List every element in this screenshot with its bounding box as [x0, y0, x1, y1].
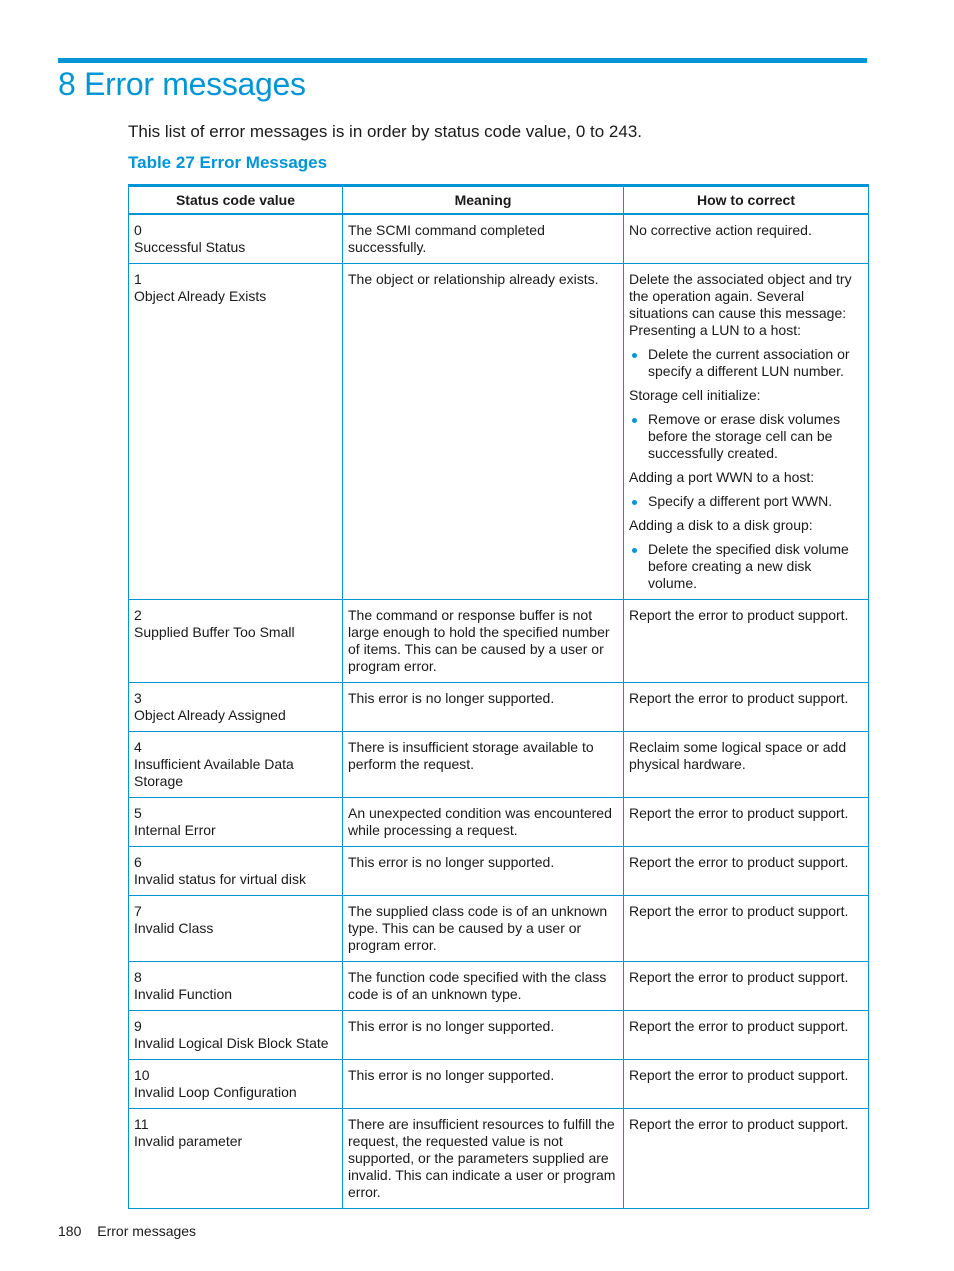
fix-cell: Report the error to product support. [624, 1011, 869, 1060]
fix-section-heading: Adding a port WWN to a host: [629, 469, 815, 485]
table-row [129, 214, 869, 264]
fix-cell: Report the error to product support. [624, 896, 869, 962]
status-name: Invalid Loop Configuration [134, 1084, 297, 1100]
status-cell [129, 683, 343, 732]
table-row [129, 1109, 869, 1209]
fix-cell [624, 264, 869, 600]
meaning-cell: The function code specified with the class code is of an unknown type. [343, 962, 624, 1011]
status-code: 9 [134, 1018, 142, 1034]
intro-text: This list of error messages is in order by status code value, 0 to 243. [128, 122, 643, 141]
fix-cell: Report the error to product support. [624, 847, 869, 896]
fix-bullet-list [629, 411, 864, 462]
status-code: 8 [134, 969, 142, 985]
status-name: Invalid Function [134, 986, 233, 1002]
table-row [129, 962, 869, 1011]
status-cell [129, 1011, 343, 1060]
status-name: Internal Error [134, 822, 216, 838]
meaning-cell: This error is no longer supported. [343, 683, 624, 732]
table-header [129, 186, 869, 215]
status-code: 7 [134, 903, 142, 919]
status-name: Insufficient Available Data Storage [134, 756, 294, 789]
header-how-to-correct: How to correct [624, 186, 869, 215]
fix-bullet: Delete the current association or specify a different LUN number. [629, 346, 864, 380]
table-caption: Table 27 Error Messages [128, 153, 328, 172]
status-cell [129, 214, 343, 264]
status-code: 10 [134, 1067, 150, 1083]
status-name: Invalid Logical Disk Block State [134, 1035, 329, 1051]
meaning-cell: This error is no longer supported. [343, 1060, 624, 1109]
meaning-cell: The SCMI command completed successfully. [343, 214, 624, 264]
status-name: Object Already Assigned [134, 707, 286, 723]
table-row [129, 600, 869, 683]
status-name: Invalid Class [134, 920, 214, 936]
table-row [129, 732, 869, 798]
chapter-top-rule [58, 58, 867, 63]
fix-bullet-list [629, 541, 864, 592]
table-row [129, 896, 869, 962]
status-cell [129, 962, 343, 1011]
status-cell [129, 732, 343, 798]
status-cell [129, 1060, 343, 1109]
status-cell [129, 847, 343, 896]
fix-cell: Report the error to product support. [624, 962, 869, 1011]
fix-intro: Delete the associated object and try the operation again. Several situations can cause this message: [629, 271, 852, 321]
meaning-cell: This error is no longer supported. [343, 847, 624, 896]
fix-cell: Report the error to product support. [624, 798, 869, 847]
meaning-cell: The object or relationship already exists. [343, 264, 624, 600]
fix-section-heading: Presenting a LUN to a host: [629, 322, 801, 338]
meaning-cell: There are insufficient resources to fulfill the request, the requested value is not supported, or the parameters supplied are invalid. This can indicate a user or program error. [343, 1109, 624, 1209]
status-code: 2 [134, 607, 142, 623]
fix-bullet: Remove or erase disk volumes before the storage cell can be successfully created. [629, 411, 864, 462]
meaning-cell: This error is no longer supported. [343, 1011, 624, 1060]
fix-bullet: Delete the specified disk volume before creating a new disk volume. [629, 541, 864, 592]
fix-section-heading: Adding a disk to a disk group: [629, 517, 813, 533]
status-code: 6 [134, 854, 142, 870]
page-number: 180 [58, 1223, 82, 1239]
status-cell [129, 600, 343, 683]
fix-bullet: Specify a different port WWN. [629, 493, 864, 510]
chapter-title: 8 Error messages [58, 66, 306, 102]
status-code: 3 [134, 690, 142, 706]
page-footer [58, 1223, 196, 1239]
fix-bullet-list [629, 346, 864, 380]
meaning-cell: The supplied class code is of an unknown type. This can be caused by a user or program error. [343, 896, 624, 962]
status-code: 11 [134, 1116, 149, 1132]
status-name: Successful Status [134, 239, 246, 255]
status-name: Supplied Buffer Too Small [134, 624, 295, 640]
table-row [129, 683, 869, 732]
fix-cell: Report the error to product support. [624, 1109, 869, 1209]
status-code: 1 [134, 271, 142, 287]
status-name: Invalid parameter [134, 1133, 243, 1149]
table-row [129, 798, 869, 847]
error-messages-table [128, 184, 869, 1209]
status-cell [129, 1109, 343, 1209]
fix-cell: Reclaim some logical space or add physical hardware. [624, 732, 869, 798]
table-row [129, 1011, 869, 1060]
status-cell [129, 896, 343, 962]
table-row [129, 1060, 869, 1109]
footer-section-title: Error messages [97, 1223, 197, 1239]
status-cell [129, 264, 343, 600]
status-name: Invalid status for virtual disk [134, 871, 306, 887]
table-row [129, 264, 869, 600]
meaning-cell: An unexpected condition was encountered while processing a request. [343, 798, 624, 847]
meaning-cell: The command or response buffer is not large enough to hold the specified number of items. This can be caused by a user or program error. [343, 600, 624, 683]
status-name: Object Already Exists [134, 288, 267, 304]
fix-cell: Report the error to product support. [624, 1060, 869, 1109]
fix-cell: Report the error to product support. [624, 600, 869, 683]
meaning-cell: There is insufficient storage available to perform the request. [343, 732, 624, 798]
status-code: 4 [134, 739, 142, 755]
table-row [129, 847, 869, 896]
status-code: 5 [134, 805, 142, 821]
fix-cell: No corrective action required. [624, 214, 869, 264]
header-status-code: Status code value [129, 186, 343, 215]
fix-bullet-list [629, 493, 864, 510]
status-code: 0 [134, 222, 142, 238]
status-cell [129, 798, 343, 847]
header-meaning: Meaning [343, 186, 624, 215]
fix-section-heading: Storage cell initialize: [629, 387, 761, 403]
fix-cell: Report the error to product support. [624, 683, 869, 732]
